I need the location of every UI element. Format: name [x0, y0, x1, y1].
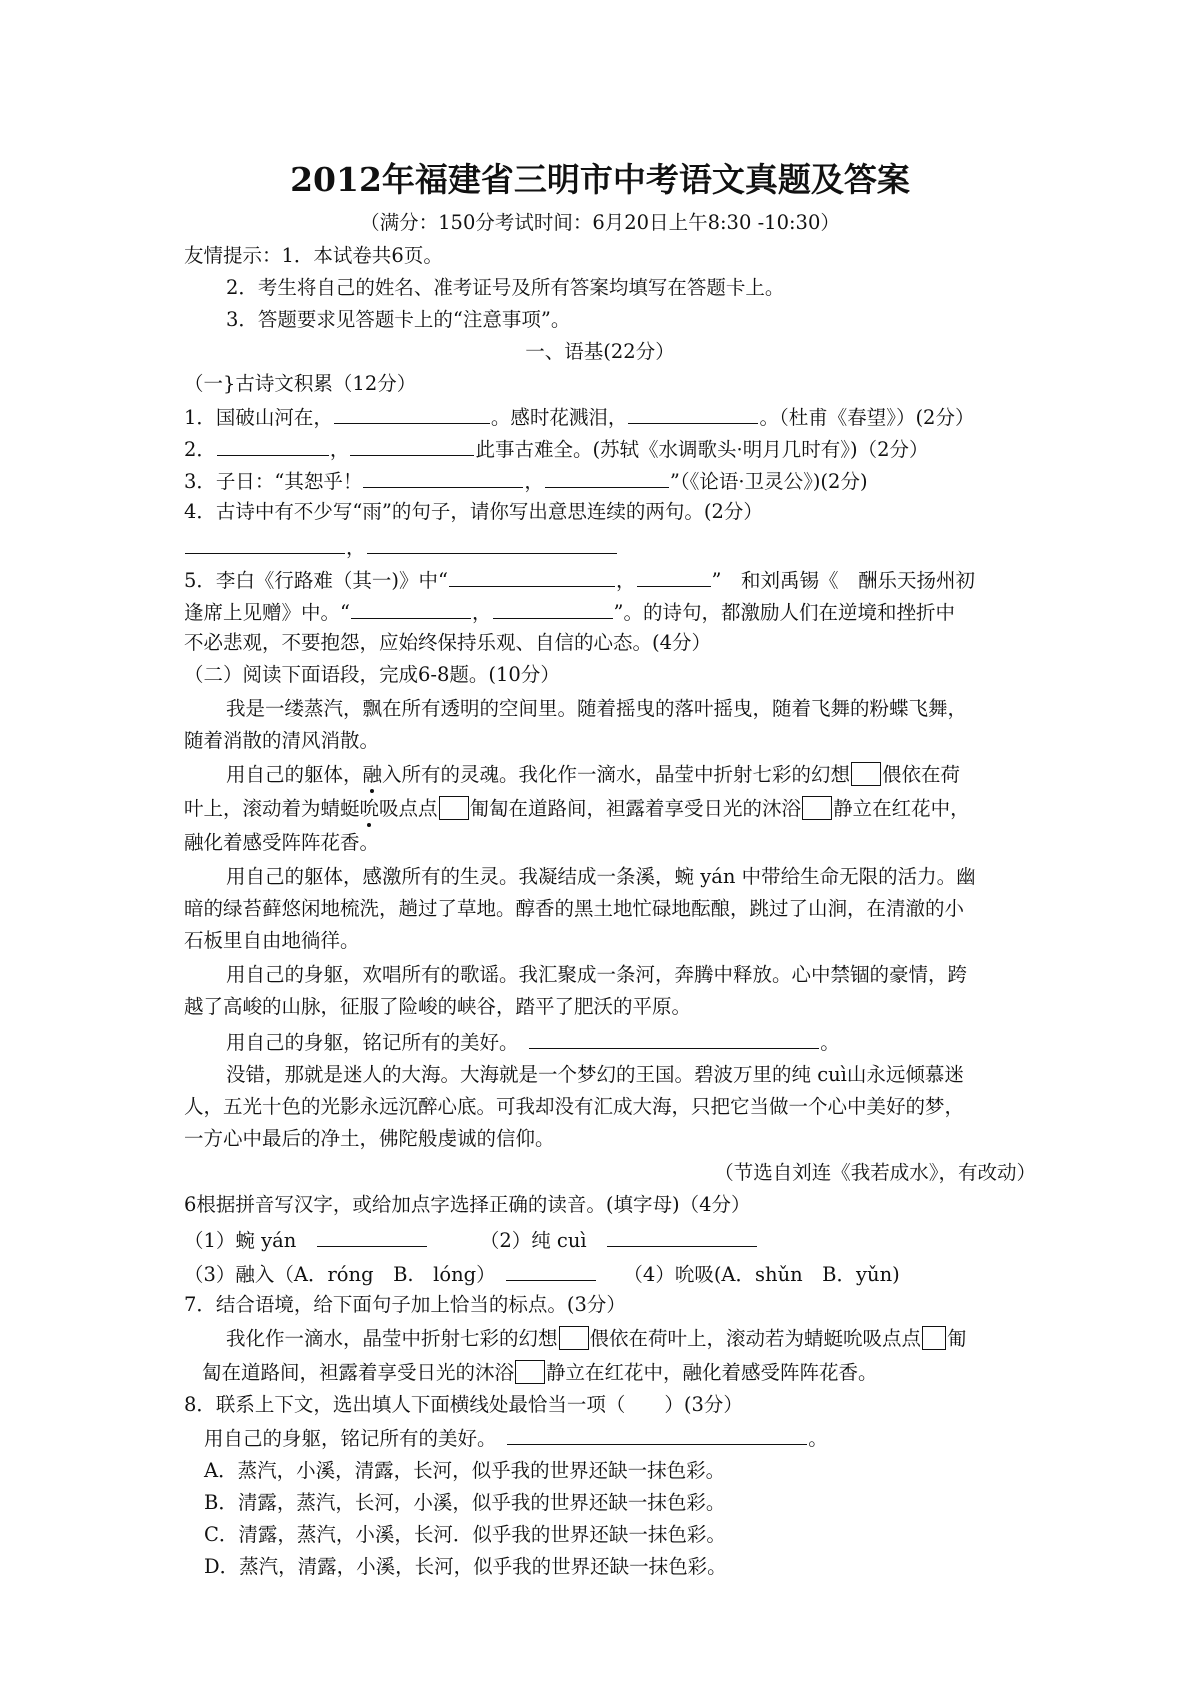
answer-blank[interactable]	[637, 566, 711, 587]
punctuation-box[interactable]	[515, 1360, 545, 1384]
passage-line: 融化着感受阵阵花香。	[184, 831, 380, 854]
answer-blank[interactable]	[350, 435, 474, 456]
answer-blank[interactable]	[529, 1028, 819, 1049]
answer-blank[interactable]	[367, 533, 617, 554]
question-1: 1．国破山河在， 。感时花溅泪， 。（杜甫《春望》）(2分）	[184, 403, 974, 431]
passage-line: 用自己的身躯，铭记所有的美好。 。	[226, 1028, 840, 1056]
punctuation-box[interactable]	[559, 1326, 589, 1350]
part-heading-1: （一}古诗文积累（12分）	[184, 372, 417, 395]
question-8: 8．联系上下文，选出填人下面横线处最恰当一项（ ）(3分）	[184, 1393, 743, 1416]
answer-blank[interactable]	[185, 533, 345, 554]
answer-blank[interactable]	[506, 1260, 596, 1281]
answer-blank[interactable]	[607, 1226, 757, 1247]
option-b[interactable]: B．清露，蒸汽，长河，小溪，似乎我的世界还缺一抹色彩。	[204, 1491, 726, 1514]
answer-blank[interactable]	[507, 1424, 807, 1445]
passage-line: 叶上，滚动着为蜻蜓吮吸点点 匍匐在道路间，袒露着享受日光的沐浴 静立在红花中，	[184, 797, 970, 820]
passage-line: 人，五光十色的光影永远沉醉心底。可我却没有汇成大海，只把它当做一个心中美好的梦，	[184, 1095, 965, 1118]
passage-line: 用自己的躯体，感激所有的生灵。我凝结成一条溪，蜿 yán 中带给生命无限的活力。幽	[226, 865, 976, 888]
answer-blank[interactable]	[493, 598, 613, 619]
answer-blank[interactable]	[628, 403, 758, 424]
punctuation-box[interactable]	[802, 796, 832, 820]
question-7-line-2: 匐在道路间，袒露着享受日光的沐浴 静立在红花中，融化着感受阵阵花香。	[202, 1361, 878, 1384]
answer-blank[interactable]	[217, 435, 329, 456]
passage-line: 没错，那就是迷人的大海。大海就是一个梦幻的王国。碧波万里的纯 cuì山永远倾慕迷	[226, 1063, 964, 1086]
option-c[interactable]: C．清露，蒸汽，小溪，长河．似乎我的世界还缺一抹色彩。	[204, 1523, 726, 1546]
answer-blank[interactable]	[317, 1226, 427, 1247]
exam-subtitle: （满分：150分考试时间：6月20日上午8:30 -10:30）	[360, 211, 840, 234]
passage-line: 越了高峻的山脉，征服了险峻的峡谷，踏平了肥沃的平原。	[184, 995, 692, 1018]
tip-1: 友情提示：1．本试卷共6页。	[184, 244, 443, 267]
question-7-line-1: 我化作一滴水，晶莹中折射七彩的幻想 偎依在荷叶上，滚动若为蜻蜓吮吸点点 匍	[226, 1327, 967, 1350]
answer-blank[interactable]	[449, 566, 615, 587]
passage-line: 随着消散的清风消散。	[184, 729, 380, 752]
punctuation-box[interactable]	[922, 1326, 946, 1350]
tip-2: 2．考生将自己的姓名、准考证号及所有答案均填写在答题卡上。	[226, 276, 785, 299]
passage-line: 暗的绿苔藓悠闲地梳洗，趟过了草地。醇香的黑土地忙碌地酝酿，跳过了山涧，在清澈的小	[184, 897, 965, 920]
answer-blank[interactable]	[363, 467, 523, 488]
answer-blank[interactable]	[545, 467, 669, 488]
passage-line: 一方心中最后的净土，佛陀般虔诚的信仰。	[184, 1127, 555, 1150]
question-3: 3．子日：“其恕乎！ ， ”（《论语·卫灵公》)(2分)	[184, 467, 868, 495]
question-5-line-1: 5．李白《行路难（其一)》中“ ， ” 和刘禹锡《 酬乐天扬州初	[184, 566, 975, 594]
question-5-line-2: 逢席上见赠》中。“ ， ”。的诗句，都激励人们在逆境和挫折中	[184, 598, 955, 626]
question-6-row-1: （1）蜿 yán （2）纯 cuì	[184, 1226, 758, 1254]
question-7: 7．结合语境，给下面句子加上恰当的标点。(3分）	[184, 1293, 626, 1316]
passage-line: 石板里自由地徜徉。	[184, 929, 360, 952]
tip-3: 3．答题要求见答题卡上的“注意事项”。	[226, 308, 571, 331]
part-heading-2: （二）阅读下面语段，完成6-8题。(10分）	[184, 663, 560, 686]
option-a[interactable]: A．蒸汽，小溪，清露，长河，似乎我的世界还缺一抹色彩。	[204, 1459, 726, 1482]
question-5-line-3: 不必悲观，不要抱怨，应始终保持乐观、自信的心态。(4分）	[184, 631, 712, 654]
option-d[interactable]: D．蒸汽，清露，小溪，长河，似乎我的世界还缺一抹色彩。	[204, 1555, 727, 1578]
question-6-row-2: （3）融入（A．róng B. lóng） （4）吮吸(A．shǔn B．yǔn)	[184, 1260, 900, 1288]
dotted-char: 吮	[359, 797, 380, 820]
passage-source: （节选自刘连《我若成水》，有改动）	[714, 1161, 1036, 1184]
answer-blank[interactable]	[351, 598, 471, 619]
passage-line: 我是一缕蒸汽，飘在所有透明的空间里。随着摇曳的落叶摇曳，随着飞舞的粉蝶飞舞，	[226, 697, 968, 720]
dotted-char: 融	[362, 763, 383, 786]
page-title: 2012年福建省三明市中考语文真题及答案	[290, 160, 910, 199]
section-heading: 一、语基(22分）	[525, 340, 675, 363]
question-4: 4．古诗中有不少写“雨”的句子，请你写出意思连续的两句。(2分）	[184, 500, 763, 523]
passage-line: 用自己的身躯，欢唱所有的歌谣。我汇聚成一条河，奔腾中释放。心中禁锢的豪情，跨	[226, 963, 968, 986]
punctuation-box[interactable]	[851, 762, 881, 786]
punctuation-box[interactable]	[439, 796, 469, 820]
question-6: 6根据拼音写汉字，或给加点字选择正确的读音。(填字母)（4分）	[184, 1193, 751, 1216]
answer-blank[interactable]	[334, 403, 490, 424]
question-8-line: 用自己的身躯，铭记所有的美好。 。	[204, 1424, 828, 1452]
passage-line: 用自己的躯体，融入所有的灵魂。我化作一滴水，晶莹中折射七彩的幻想 偎依在荷	[226, 763, 961, 786]
question-2: 2． ， 此事古难全。(苏轼《水调歌头·明月几时有》)（2分）	[184, 435, 929, 463]
question-4-answer: ，	[184, 533, 618, 561]
